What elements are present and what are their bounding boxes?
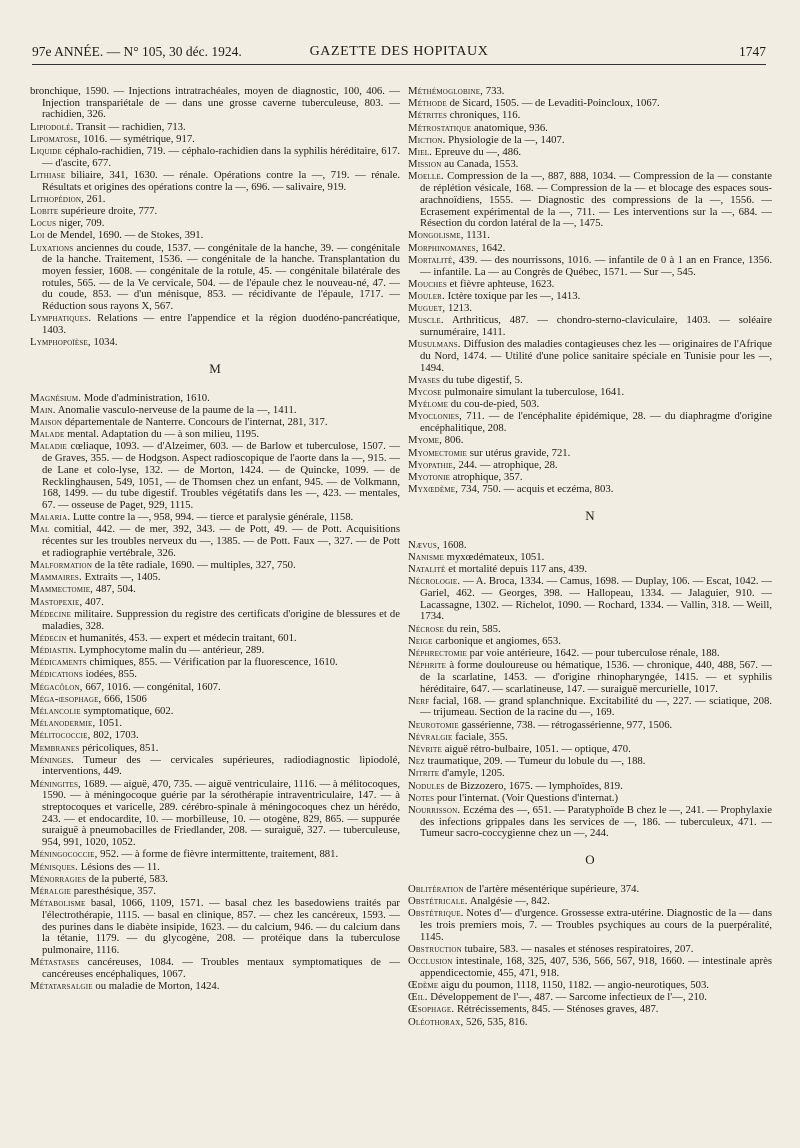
index-term: Nævus, [408, 538, 440, 551]
index-term: Mouler. [408, 289, 445, 302]
index-text: chimiques, 855. — Vérification par la fluorescence, 1610. [86, 656, 338, 669]
index-term: Médecin [30, 631, 67, 644]
index-entry [30, 584, 400, 596]
index-entry [30, 743, 400, 755]
index-text: 734, 750. — acquis et eczéma, 803. [458, 483, 614, 496]
index-entry [30, 170, 400, 193]
index-entry [30, 243, 400, 313]
index-term: Malaria. [30, 511, 71, 524]
index-text: du rein, 585. [443, 622, 501, 635]
index-term: Lobite [30, 205, 59, 218]
left-column [30, 86, 400, 993]
index-term: Nécrose [408, 622, 444, 635]
index-text: Relations — entre l'appendice et la région duodéno-pancréatique, 1403. [42, 312, 400, 337]
index-text: anatomique, 936. [471, 121, 548, 134]
index-text: supérieure droite, 777. [58, 205, 158, 218]
index-text: 1642. [478, 241, 506, 254]
index-term: Myome, [408, 434, 442, 447]
index-entry [408, 411, 772, 434]
issue-info: 97e ANNÉE. — N° 105, 30 déc. 1924. [32, 44, 242, 59]
index-text: Analgésie —, 842. [467, 895, 550, 908]
index-term: Mongolisme, [408, 229, 464, 242]
index-entry [408, 460, 772, 472]
index-entry [408, 896, 772, 908]
index-term: Méninges. [30, 753, 74, 766]
index-entry [30, 981, 400, 993]
index-entry [30, 874, 400, 886]
running-header [32, 44, 766, 64]
index-text: 407. [82, 595, 104, 608]
index-entry [30, 755, 400, 778]
index-entry [30, 657, 400, 669]
index-entry [408, 375, 772, 387]
index-term: Nitrite [408, 767, 440, 780]
index-entry [408, 1017, 772, 1029]
index-text: traumatique, 209. — Tumeur du lobule du —, 188. [424, 755, 646, 768]
index-text: iodées, 855. [82, 668, 137, 681]
index-text: symptomatique, 602. [80, 704, 174, 717]
index-term: Natalité [408, 563, 446, 576]
index-term: Ménorragies [30, 872, 87, 885]
index-entry [408, 98, 772, 110]
index-term: Myopathie, [408, 458, 456, 471]
index-text: comitial, 442. — de mer, 392, 343. — de Pott, 49. — de Pott. Acquisitions récentes sur les troubles nerveux du —, 1385. — de Pott. Faux —, 327. — de Pott et radiographie vertébrale, 326. [42, 523, 400, 559]
index-text: 1051. [95, 717, 123, 730]
index-text: de l'artère mésentérique supérieure, 374. [463, 882, 640, 895]
index-entry [30, 886, 400, 898]
index-term: Muguet, [408, 302, 446, 315]
index-text: 667, 1016. — congénital, 1607. [82, 680, 221, 693]
index-text: Tumeur des — cervicales supérieures, radiodiagnostic lipiodolé, interventions, 449. [42, 753, 400, 778]
index-entry [30, 645, 400, 657]
index-text: anciennes du coude, 1537. — congénitale de la hanche, 39. — congénitale de la hanche. Traitement, 1536. — congénitale de la hanche. Transplantation du moyen fessier, 1608. — congénitale de la rotule, 45. — congénitale bilatérale des rotules, 565. — de la Ve cervicale, 504. — de l'épaule chez le nouveau-né, 47. — du coude, 853. — d'un ménisque, 853. — récidivante de l'épaule, 1717. — Réduction sous rayons X, 567. [42, 241, 400, 313]
index-entry [408, 768, 772, 780]
index-entry [30, 313, 400, 336]
index-entry [30, 122, 400, 134]
index-entry [408, 744, 772, 756]
index-text: du tube digestif, 5. [440, 373, 523, 386]
index-term: Névrite [408, 743, 443, 756]
index-term: Morphinomanes, [408, 241, 479, 254]
index-text: 733. [483, 85, 505, 97]
index-term: Nerf [408, 694, 430, 707]
index-term: Myotonie [408, 471, 451, 483]
index-term: Mouches [408, 277, 447, 290]
index-term: Myélome [408, 398, 449, 411]
index-term: Méningites, [30, 777, 81, 790]
index-text: Ictère toxique par les —, 1413. [444, 289, 581, 302]
index-text: Eczéma des —, 651. — Paratyphoïde B chez le —, 241. — Prophylaxie des infections grippales dans les services de —, 186. — tuberculeux, 471. — Tumeur sacro-coccygienne chez un —, 244. [420, 804, 772, 840]
index-term: Mammaires. [30, 571, 82, 584]
index-term: Nourrisson. [408, 804, 461, 817]
index-term: Nécrologie. [408, 575, 461, 588]
index-entry [30, 706, 400, 718]
index-entry [30, 393, 400, 405]
index-text: basal, 1066, 1109, 1571. — basal chez les basedowiens traités par l'électrothérapie, 1115. — basal en clinique, 857. — chez les cancéreux, 1593. — des purines dans le diabète insipide, 1623. — du calcium, 946. — du calcium dans la tétanie, 1179. — du glycogène, 208. — protéique dans la tuberculose pulmonaire, 1116. [42, 897, 400, 957]
index-text: Arthriticus, 487. — chondro-sterno-claviculaire, 1403. — soléaire surnuméraire, 1411. [420, 314, 772, 339]
index-entry [408, 944, 772, 956]
index-entry [408, 980, 772, 992]
index-term: Lipiodolé. [30, 120, 74, 133]
index-entry [408, 805, 772, 840]
section-letter: M [209, 360, 221, 376]
index-text: de la tête radiale, 1690. — multiples, 327, 750. [92, 559, 296, 572]
index-entry [408, 793, 772, 805]
index-term: Œsophage. [408, 1003, 455, 1016]
index-term: Nanisme [408, 550, 444, 563]
index-text: de Mendel, 1690. — de Stokes, 391. [44, 229, 204, 242]
index-text: et humanités, 453. — expert et médecin traitant, 601. [66, 631, 297, 644]
index-term: Métabolisme [30, 897, 86, 910]
index-term: Méningococcie, [30, 848, 98, 861]
index-entry [408, 255, 772, 278]
index-term: Ménisques. [30, 860, 79, 873]
index-entry [30, 862, 400, 874]
index-term: Oléothorax, [408, 1015, 464, 1028]
index-entry [30, 898, 400, 957]
index-text: aiguë rétro-bulbaire, 1051. — optique, 470. [442, 743, 631, 756]
index-term: Lithiase [30, 168, 66, 181]
index-text: pour l'internat. (Voir Questions d'internat.) [434, 791, 619, 804]
index-text: 802, 1703. [90, 729, 139, 742]
index-term: Médecine [30, 607, 72, 620]
index-term: Obstétrique. [408, 907, 464, 920]
index-text: de la puberté, 583. [86, 872, 168, 885]
index-text: d'amyle, 1205. [439, 767, 505, 780]
index-term: Œil. [408, 991, 428, 1004]
index-text: 1034. [90, 336, 118, 349]
index-term: Lymphatiques. [30, 312, 92, 325]
index-text: paresthésique, 357. [71, 885, 156, 897]
index-text: niger, 709. [56, 217, 105, 230]
index-entry [30, 609, 400, 632]
index-term: Myases [408, 373, 441, 386]
index-text: 666, 1506 [101, 692, 147, 705]
index-entry [408, 648, 772, 660]
index-entry [30, 194, 400, 206]
index-entry [30, 230, 400, 242]
index-entry [408, 696, 772, 719]
index-term: Métrostatique [408, 121, 472, 134]
index-entry [408, 732, 772, 744]
index-term: Myomectomie [408, 446, 468, 459]
index-term: Main. [30, 403, 56, 416]
index-text: péricoliques, 851. [79, 741, 159, 754]
index-text: sur utérus gravide, 721. [467, 446, 571, 459]
index-term: Mission [408, 158, 442, 171]
index-text: Physiologie de la —, 1407. [445, 133, 565, 146]
index-entry [408, 135, 772, 147]
index-entry [408, 781, 772, 793]
index-entry [408, 576, 772, 623]
index-entry [408, 660, 772, 695]
index-term: Nodules [408, 779, 445, 792]
index-text: de Bizzozero, 1675. — lymphoïdes, 819. [444, 779, 623, 792]
index-text: 244. — atrophique, 28. [455, 458, 558, 471]
index-text: Extraits —, 1405. [81, 571, 161, 584]
section-letter: N [585, 507, 595, 523]
index-text: 487, 504. [93, 583, 136, 596]
index-entry [30, 633, 400, 645]
index-term: Néphrectomie [408, 646, 467, 659]
header-rule [32, 64, 766, 65]
index-term: Méthémoglobine, [408, 85, 484, 97]
index-term: Mycose [408, 386, 442, 399]
index-term: Neige [408, 634, 433, 647]
index-entry [30, 218, 400, 230]
page-number: 1747 [739, 44, 766, 59]
index-text: 1016. — symétrique, 917. [80, 132, 195, 145]
index-term: Mortalité, [408, 253, 456, 266]
index-entry [408, 908, 772, 943]
index-text: Anomalie vasculo-nerveuse de la paume de la —, 1411. [55, 403, 297, 416]
index-term: Métatarsalgie [30, 980, 93, 993]
index-text: Notes d'— d'urgence. Grossesse extra-utérine. Diagnostic de la — dans les trois premiers mois, 7. — Troubles psychiques au cours de la puerpéralité, 1145. [420, 907, 772, 943]
index-entry [408, 720, 772, 732]
index-entry [408, 884, 772, 896]
index-text: intestinale, 168, 325, 407, 536, 566, 567, 918, 1660. — intestinale après appendicectomie, 455, 471, 918. [420, 955, 772, 979]
index-text: départementale de Nanterre. Concours de l'internat, 281, 317. [62, 416, 328, 429]
index-text: Compression de la —, 887, 888, 1034. — Compression de la — constante de réplétion vésicale, 168. — Compression de la — et blocage des espaces sous-arachnoïdiens, 1555. — Diagnostic des compressions de la —, 1556. — Ecrasement expérimental de la —, 711. — Les interventions sur la —, 684. — Résection du cordon latéral de la —, 1475. [420, 170, 772, 230]
index-text: à forme douloureuse ou hématique, 1536. — chronique, 440, 488, 567. — de la scarlatine, 1453. — d'origine rhinopharyngée, 1415. — et syphilis héréditaire, 647. — scarlatineuse, 147. — suraiguë mercurielle, 1017. [420, 659, 772, 695]
journal-title: GAZETTE DES HOPITAUX [309, 44, 489, 59]
index-text: pulmonaire simulant la tuberculose, 1641. [441, 386, 625, 399]
index-text: par voie antérieure, 1642. — pour tuberculose rénale, 188. [467, 646, 720, 659]
index-entry [408, 387, 772, 399]
index-term: Nez [408, 755, 425, 768]
index-entry [30, 682, 400, 694]
index-entry [30, 417, 400, 429]
index-term: Neurotomie [408, 718, 459, 731]
index-entry [30, 337, 400, 349]
right-column [408, 86, 772, 1029]
index-term: Locus [30, 217, 57, 230]
index-entry [408, 484, 772, 496]
index-entry [408, 448, 772, 460]
index-text: Epreuve du —, 486. [432, 146, 522, 159]
index-text: facial, 168. — grand splanchnique. Excitabilité du —, 227. — sciatique, 208. — trijumeau. Section de la racine du —, 169. [420, 694, 772, 719]
index-term: Magnésium. [30, 391, 82, 404]
index-entry [30, 957, 400, 980]
index-text: Lymphocytome malin du — antérieur, 289. [76, 643, 265, 656]
index-text: cœliaque, 1093. — d'Alzeimer, 603. — de Barlow et tuberculose, 1507. — de Graves, 355. — de Hodgson. Aspect radioscopique de l'aorte dans la —, 915. — de Lane et colo-lyse, 132. — de Morton, 1424. — de Quincke, 1099. — de Recklinghausen, 549, 1051, — de Thomsen chez un enfant, 945. — de Volkmann, 168, 1499. — du tube digestif. Troubles végétatifs dans les —, 423. — mentales, 67. — osseuse de Paget, 929, 1115. [42, 440, 400, 511]
index-term: Lipomatose, [30, 132, 81, 145]
index-entry [408, 399, 772, 411]
index-text: Diffusion des maladies contagieuses chez les — originaires de l'Afrique du Nord, 1474. — Utilité d'une police sanitaire spéciale en Tunisie pour les —, 1494. [420, 338, 772, 374]
index-entry [408, 540, 772, 552]
index-term: Oblitération [408, 882, 464, 895]
index-term: Mal [30, 523, 50, 536]
index-term: Malformation [30, 559, 93, 572]
index-entry [408, 279, 772, 291]
index-term: Myoclonies, [408, 410, 463, 423]
index-term: Lymphopoïèse, [30, 336, 91, 349]
index-text: 439. — des nourrissons, 1016. — infantile de 0 à 1 an en France, 1356. — infantile. La — au Congrès de Québec, 1571. — Sur —, 545. [420, 253, 772, 278]
index-term: Méga-œsophage, [30, 692, 102, 705]
index-text: au Canada, 1553. [441, 158, 519, 171]
index-entry [30, 524, 400, 559]
index-entry [30, 718, 400, 730]
index-entry [30, 441, 400, 511]
index-term: Médicaments [30, 656, 87, 669]
index-text: atrophique, 357. [450, 471, 523, 483]
index-text: 806. [442, 434, 464, 447]
index-text: mental. Adaptation du — à son milieu, 1195. [64, 428, 260, 441]
index-text: du cou-de-pied, 503. [448, 398, 540, 411]
index-entry [408, 303, 772, 315]
index-text: 526, 535, 816. [463, 1015, 528, 1028]
index-entry [408, 243, 772, 255]
index-entry [408, 123, 772, 135]
section-letter: O [585, 852, 595, 868]
index-entry [30, 429, 400, 441]
index-text: 1131. [463, 229, 490, 242]
index-term: Névralgie [408, 730, 453, 743]
index-text: bronchique, 1590. — Injections intratrachéales, moyen de diagnostic, 100, 406. — Injection transpariétale de — dans une grosse caverne tuberculeuse, 803. — rachidien, 326. [30, 85, 400, 121]
index-term: Liquide [30, 145, 63, 158]
index-text: faciale, 355. [452, 730, 508, 743]
index-entry [408, 171, 772, 230]
index-term: Médiastin. [30, 643, 77, 656]
index-text: 952. — à forme de fièvre intermittente, traitement, 881. [97, 848, 339, 861]
index-text: Développement de l'—, 487. — Sarcome infectieux de l'—, 210. [427, 991, 707, 1004]
index-term: Obstétricale. [408, 895, 468, 908]
index-text: Transit — rachidien, 713. [73, 120, 186, 133]
index-term: Obstruction [408, 942, 462, 955]
index-entry [30, 730, 400, 742]
index-text: Mode d'administration, 1610. [81, 391, 210, 404]
index-term: Néphrite [408, 659, 447, 672]
index-term: Mélancolie [30, 704, 81, 717]
index-term: Membranes [30, 741, 80, 754]
index-term: Notes [408, 791, 435, 804]
index-term: Muscle. [408, 314, 444, 327]
index-entry [408, 435, 772, 447]
index-term: Maladie [30, 440, 67, 453]
index-term: Métastases [30, 956, 80, 969]
index-entry [30, 405, 400, 417]
index-text: — A. Broca, 1334. — Camus, 1698. — Duplay, 106. — Escat, 1042. — Gariel, 462. — Georges, 398. — Hallopeau, 1334. — Jalaguier, 910. — Lacassagne, 1302. — Richelot, 1090. — Rochard, 1334. — Vallin, 318. — Weill, 1734. [420, 575, 772, 623]
index-entry [30, 572, 400, 584]
index-entry [408, 110, 772, 122]
index-entry [30, 560, 400, 572]
index-term: Luxations [30, 241, 74, 254]
index-text: 1608. [439, 538, 467, 551]
index-text: de Sicard, 1505. — de Levaditi-Poincloux, 1067. [446, 97, 660, 110]
index-entry [408, 159, 772, 171]
index-entry [408, 552, 772, 564]
index-entry [30, 694, 400, 706]
index-term: Miction. [408, 133, 446, 146]
index-entry [408, 756, 772, 768]
index-entry [408, 339, 772, 374]
index-term: Médications [30, 668, 83, 681]
index-entry [30, 669, 400, 681]
index-entry [30, 779, 400, 849]
index-entry [408, 147, 772, 159]
index-text: myxœdémateux, 1051. [443, 550, 545, 563]
index-text: carbonique et angiomes, 653. [432, 634, 561, 647]
index-text: céphalo-rachidien, 719. — céphalo-rachidien dans la syphilis héréditaire, 617. — d'ascite, 677. [42, 145, 400, 169]
index-term: Myxœdème, [408, 483, 459, 496]
index-text: biliaire, 341, 1630. — rénale. Opérations contre la —, 719. — rénale. Résultats et origines des opérations contre la —, 696. — salivaire, 919. [42, 168, 400, 193]
index-term: Métrites [408, 109, 448, 122]
index-term: Lithopédion, [30, 192, 84, 205]
index-text: Rétrécissements, 845. — Sténoses graves, 487. [454, 1003, 659, 1016]
index-term: Maison [30, 416, 63, 429]
index-term: Œdème [408, 979, 439, 992]
index-term: Mastopexie, [30, 595, 83, 608]
index-entry [408, 564, 772, 576]
index-text: 1689. — aiguë, 470, 735. — aiguë ventriculaire, 1116. — à mélitocoques, 1590. — à méningocoque guérie par la sérothérapie intraventriculaire, 147. — à streptocoques et varicelle, 289. cérébro-spinale à méningocoques chez un hérédo, 243. — et endocardite, 10. — morbilleuse, 10. — otogène, 829, 865. — suppurée suraiguë à pneumobacilles de Friedlander, 208. — suraiguë, 327. — tuberculeuse, 954, 991, 1020, 1052. [42, 777, 400, 849]
index-text: aigu du poumon, 1118, 1150, 1182. — angio-neurotiques, 503. [438, 979, 709, 992]
index-entry [408, 472, 772, 484]
index-text: chroniques, 116. [447, 109, 521, 122]
index-term: Mélanodermie, [30, 717, 96, 730]
index-term: Miel. [408, 146, 433, 159]
index-text: et fièvre aphteuse, 1623. [446, 277, 555, 290]
index-entry [408, 315, 772, 338]
index-text: tubaire, 583. — nasales et sténoses respiratoires, 207. [461, 942, 694, 955]
index-text: et mortalité depuis 117 ans, 439. [445, 563, 588, 576]
index-term: Méralgie [30, 885, 72, 897]
index-entry [408, 1004, 772, 1016]
index-entry [30, 849, 400, 861]
index-entry [408, 956, 772, 979]
index-term: Occlusion [408, 955, 453, 968]
index-entry [30, 206, 400, 218]
index-term: Mégacôlon, [30, 680, 83, 693]
index-term: Mélitococcie, [30, 729, 91, 742]
index-text: militaire. Suppression du registre des certificats d'origine de blessures et de maladies, 328. [42, 607, 400, 632]
index-entry [30, 597, 400, 609]
index-entry [30, 134, 400, 146]
index-text: 1213. [445, 302, 473, 315]
index-text: Lutte contre la —, 958, 994. — tierce et paralysie générale, 1158. [70, 511, 354, 524]
index-text: 711. — de l'encéphalite épidémique, 28. — du diaphragme d'origine encéphalitique, 208. [420, 410, 772, 435]
index-entry [408, 992, 772, 1004]
index-entry [408, 86, 772, 98]
index-entry [408, 291, 772, 303]
index-entry [30, 146, 400, 169]
index-term: Musulmans. [408, 338, 461, 351]
index-term: Malade [30, 428, 65, 441]
index-term: Moelle. [408, 170, 444, 183]
index-term: Mammectomie, [30, 583, 94, 596]
index-entry [408, 636, 772, 648]
index-entry [30, 512, 400, 524]
index-term: Loi [30, 229, 45, 242]
index-entry [30, 86, 400, 121]
index-text: cancéreuses, 1084. — Troubles mentaux symptomatiques de — cancéreuses encéphaliques, 1067. [42, 956, 400, 980]
index-entry [408, 230, 772, 242]
index-entry [408, 624, 772, 636]
index-text: ou maladie de Morton, 1424. [92, 980, 220, 993]
index-text: gassérienne, 738. — rétrogassérienne, 977, 1506. [458, 718, 673, 731]
index-term: Méthode [408, 97, 447, 110]
index-text: Lésions des — 11. [78, 860, 160, 873]
index-text: 261. [83, 192, 106, 205]
